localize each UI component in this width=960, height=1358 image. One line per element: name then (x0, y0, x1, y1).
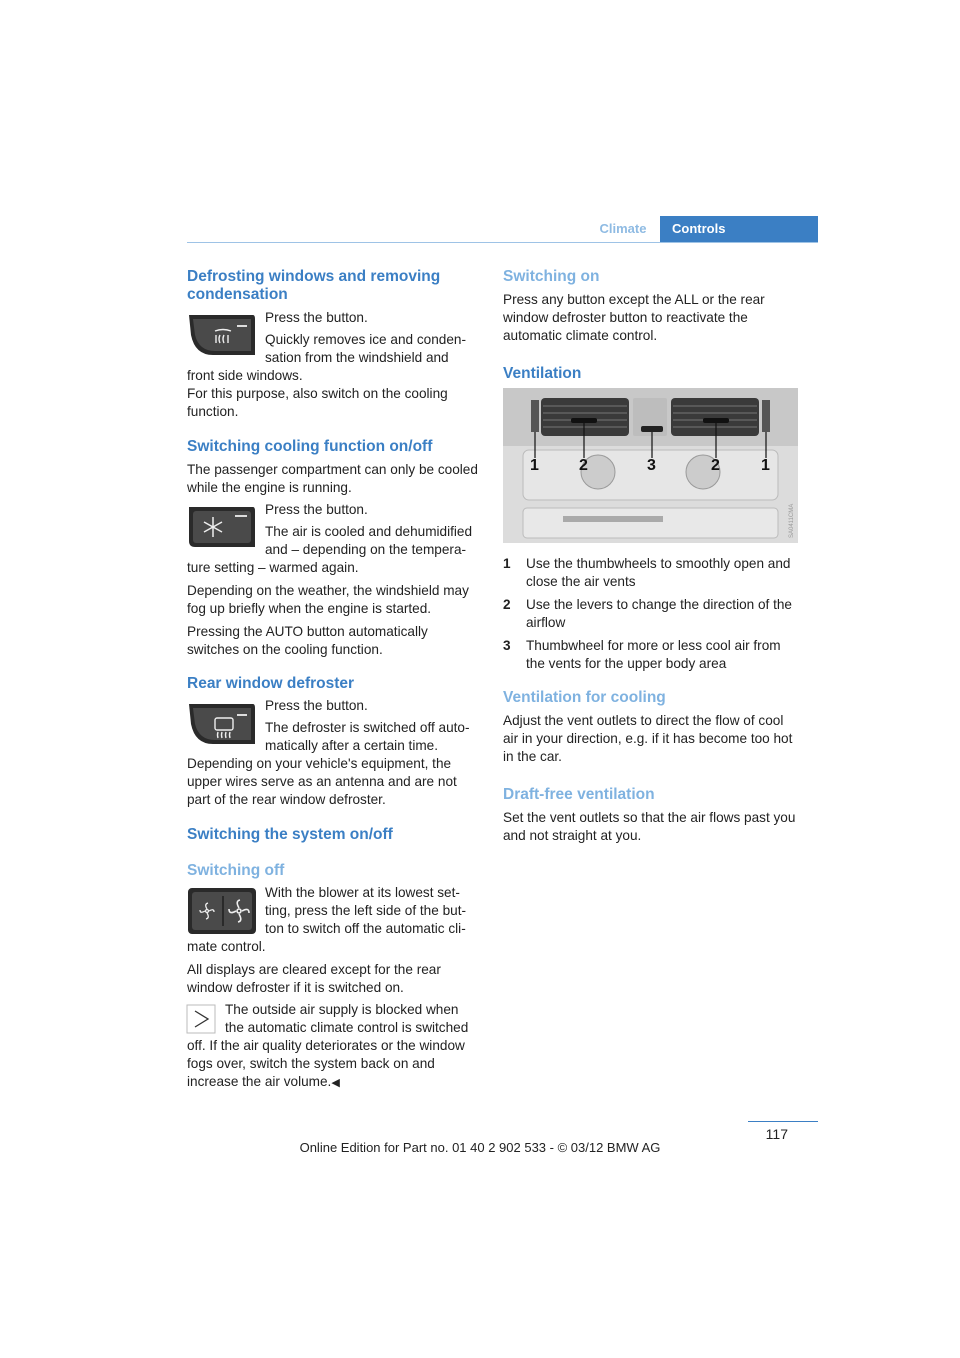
ventilation-cooling-desc: Adjust the vent outlets to direct the flow of cool air in your direction, e.g. if it has become too hot in the car. (503, 713, 793, 764)
page-number: 117 (765, 1126, 788, 1142)
defrost-desc-b: sation from the windshield and (265, 350, 449, 365)
defrost-press: Press the button. (265, 310, 368, 325)
left-lever (571, 418, 597, 423)
rear-desc-b: matically after a certain time. (265, 738, 439, 753)
ventilation-list (503, 555, 799, 673)
footer-rule (748, 1121, 818, 1122)
header-rule (187, 242, 818, 243)
center-thumbwheel (641, 426, 663, 432)
switching-on-title: Switching on (503, 268, 600, 285)
note-b: the automatic climate control is switched (225, 1020, 469, 1035)
note-triangle-icon (186, 1004, 216, 1034)
ventilation-title: Ventilation (503, 365, 582, 382)
end-mark: ◀ (331, 1077, 340, 1089)
list-item: 3 Thumbwheel for more or less cool air from the vents for the upper body area (503, 638, 781, 671)
draft-free-desc: Set the vent outlets so that the air flows past you and not straight at you. (503, 810, 796, 843)
figure-label-2-left: 2 (579, 457, 588, 474)
figure-label-1-left: 1 (530, 457, 539, 474)
list-item: 1 Use the thumbwheels to smoothly open and close the air vents (503, 556, 791, 589)
cooling-intro: The passenger compartment can only be cooled while the engine is running. (187, 462, 478, 495)
defrost-title: Defrosting windows and removing condensation (187, 268, 441, 303)
rear-defroster-title: Rear window defroster (187, 675, 355, 692)
figure-code: SA0411CMA (789, 503, 795, 538)
rear-desc-a: The defroster is switched off auto- (265, 720, 470, 735)
defrost-note: For this purpose, also switch on the cooling function. (187, 386, 448, 419)
cooling-desc-b: and – depending on the tempera- (265, 542, 467, 557)
system-title: Switching the system on/off (187, 826, 393, 843)
cooling-press: Press the button. (265, 502, 368, 517)
off-desc-b: ting, press the left side of the but- (265, 903, 466, 918)
right-lever (703, 418, 729, 423)
cooling-auto: Pressing the AUTO button automatically switches on the cooling function. (187, 624, 428, 657)
draft-free-title: Draft-free ventilation (503, 786, 655, 803)
cooling-desc-a: The air is cooled and dehumidified (265, 524, 473, 539)
cooling-fog: Depending on the weather, the windshield may fog up briefly when the engine is started. (187, 583, 469, 616)
rear-press: Press the button. (265, 698, 368, 713)
off-desc-c: ton to switch off the automatic cli- (265, 921, 466, 936)
cooling-button-image (187, 503, 257, 551)
defrost-button-image (187, 311, 257, 359)
switching-off-title: Switching off (187, 862, 285, 879)
header-section: Climate (599, 221, 647, 236)
cooling-desc-c: ture setting – warmed again. (187, 560, 359, 575)
rear-defroster-button-image (187, 700, 257, 748)
switching-on-desc: Press any button except the ALL or the rear window defroster button to reactivate the automatic climate control. (503, 292, 765, 343)
ventilation-figure (503, 388, 798, 543)
figure-label-3: 3 (647, 457, 656, 474)
figure-label-1-right: 1 (761, 457, 770, 474)
figure-label-2-right: 2 (711, 457, 720, 474)
ventilation-cooling-title: Ventilation for cooling (503, 689, 666, 706)
off-desc-d: mate control. (187, 939, 266, 954)
header-chapter-tab: Controls (660, 216, 818, 242)
footer-edition: Online Edition for Part no. 01 40 2 902 533 - © 03/12 BMW AG (299, 1140, 661, 1155)
note-a: The outside air supply is blocked when (225, 1002, 459, 1017)
cooling-title: Switching cooling function on/off (187, 438, 433, 455)
displays-cleared: All displays are cleared except for the rear window defroster if it is switched on. (187, 962, 441, 995)
list-item: 2 Use the levers to change the direction of the airflow (503, 597, 792, 630)
defrost-desc-c: front side windows. (187, 368, 303, 383)
rear-desc-c: Depending on your vehicle's equipment, the upper wires serve as an antenna and are not part of the rear window defroster. (187, 756, 457, 807)
right-thumbwheel (762, 400, 770, 432)
defrost-desc-a: Quickly removes ice and conden- (265, 332, 466, 347)
off-desc-a: With the blower at its lowest set- (265, 885, 460, 900)
note-c: off. If the air quality deteriorates or the window fogs over, switch the system back on and increase the air volume. (187, 1038, 465, 1089)
left-thumbwheel (531, 400, 539, 432)
blower-button-image (187, 886, 257, 936)
